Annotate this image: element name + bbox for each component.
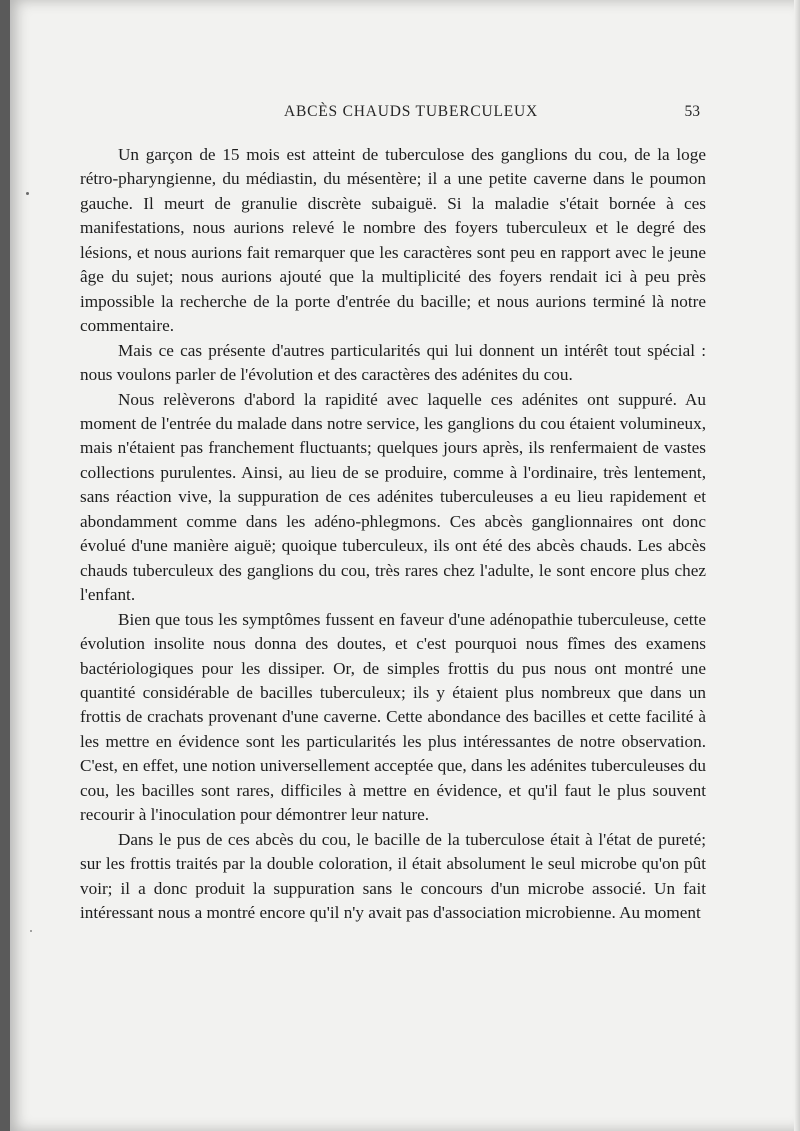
page-number: 53: [684, 103, 700, 120]
paragraph-3: Nous relèverons d'abord la rapidité avec laquelle ces adénites ont suppuré. Au moment de l'entrée du malade dans notre service, les ganglions du cou étaient volumineux, mais n'étaient pas franchement fluctuants; quelques jours après, ils renfermaient de vastes collections purulentes. Ainsi, au lieu de se produire, comme à l'ordinaire, très lentement, sans réaction vive, la suppuration de ces adénites tuberculeuses a eu lieu rapidement et abondamment comme dans les adéno-phlegmons. Ces abcès ganglionnaires ont donc évolué d'une manière aiguë; quoique tuberculeux, ils ont été des abcès chauds. Les abcès chauds tuberculeux des ganglions du cou, très rares chez l'adulte, le sont encore plus chez l'enfant.: [80, 389, 706, 605]
paragraph-5: Dans le pus de ces abcès du cou, le bacille de la tuberculose était à l'état de pureté; sur les frottis traités par la double coloration, il était absolument le seul microbe qu'on pût voir; il a donc produit la suppuration sans le concours d'un microbe associé. Un fait intéressant nous a montré encore qu'il n'y avait pas d'association microbienne. Au moment: [80, 829, 706, 923]
paragraph-1: Un garçon de 15 mois est atteint de tuberculose des ganglions du cou, de la loge rétro-pharyngienne, du médiastin, du mésentère; il a une petite caverne dans le poumon gauche. Il meurt de granulie discrète subaiguë. Si la maladie s'était bornée à ces manifestations, nous aurions relevé le nombre des foyers tuberculeux et le degré des lésions, et nous aurions fait remarquer que les caractères sont peu en rapport avec le jeune âge du sujet; nous aurions ajouté que la multiplicité des foyers rendait ici à peu près impossible la recherche de la porte d'entrée du bacille; et nous aurions terminé là notre commentaire.: [80, 145, 706, 336]
page-edge-shadow: [794, 0, 800, 1131]
paragraph-2: Mais ce cas présente d'autres particularités qui lui donnent un intérêt tout spécial : nous voulons parler de l'évolution et des caractères des adénites du cou.: [80, 340, 706, 385]
body-text: [80, 143, 706, 926]
scan-speck: [30, 930, 32, 932]
paragraph-4: Bien que tous les symptômes fussent en faveur d'une adénopathie tuberculeuse, cette évolution insolite nous donna des doutes, et c'est pourquoi nous fîmes des examens bactériologiques pour les dissiper. Or, de simples frottis du pus nous ont montré une quantité considérable de bacilles tuberculeux; ils y étaient plus nombreux que dans un frottis de crachats provenant d'une caverne. Cette abondance des bacilles et cette facilité à les mettre en évidence sont les particularités les plus intéressantes de notre observation. C'est, en effet, une notion universellement acceptée que, dans les adénites tuberculeuses du cou, les bacilles sont rares, difficiles à mettre en évidence, et qu'il faut le plus souvent recourir à l'inoculation pour démontrer leur nature.: [80, 609, 706, 825]
running-head-title: ABCÈS CHAUDS TUBERCULEUX: [283, 103, 539, 120]
running-head: [10, 103, 800, 127]
scanned-page: [10, 0, 800, 1131]
scan-speck: [26, 192, 29, 195]
